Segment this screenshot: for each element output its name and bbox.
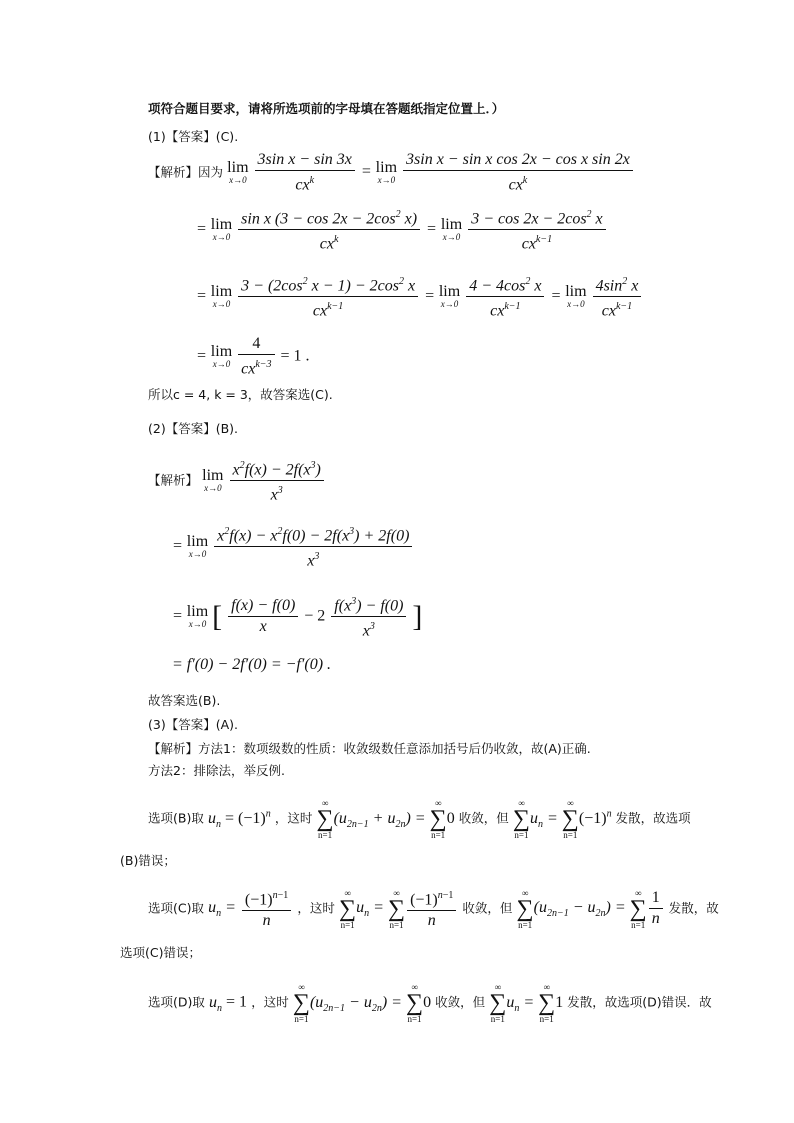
q2-analysis-tag: 【解析】	[148, 472, 199, 488]
optc-mid: ，这时	[297, 900, 335, 916]
q3-option-b: 选项(B)取 $u_n = (-1)^n$ ，这时 ∞ ∑ n=1 $(u_{2n-1} + u_{2n})$ = ∞ ∑ n=1 0 收敛，但 ∞ ∑ n=1 $u_n$ = ∞ ∑ n=1 $(-1)^n$ 发散，故选项	[148, 798, 691, 840]
q2-answer: (2)【答案】(B).	[148, 421, 239, 436]
instruction-line: 项符合题目要求，请将所选项前的字母填在答题纸指定位置上．）	[148, 101, 505, 116]
optc-tail: 发散，故	[668, 900, 719, 916]
q1-answer: (1)【答案】(C).	[148, 129, 239, 144]
q3-answer: (3)【答案】(A).	[148, 717, 238, 732]
q3-option-c-wrong: 选项(C)错误；	[120, 945, 201, 960]
optb-prefix: 选项(B)取	[148, 810, 204, 826]
q1-step3: = lim x→0 $\frac{3 - (2\cos^2 x - 1) - 2\cos^2 x}{cx^{k-1}}$ = lim x→0 $\frac{4 - 4\cos^2 x}{cx^{k-1}}$ = lim x→0 $\frac{4\sin^2 x}{cx^{k-1}}$	[196, 272, 643, 322]
optb-mid: ，这时	[274, 810, 313, 826]
optc-prefix: 选项(C)取	[148, 900, 204, 916]
q2-step4: = f′(0) − 2f′(0) = −f′(0) .	[172, 656, 332, 673]
q2-step2: = lim x→0 $\frac{x^2f(x) - x^2f(0) - 2f(x^3) + 2f(0)}{x^3}$	[172, 522, 414, 572]
q1-step1: 【解析】因为 lim x→0 $\frac{\text{3sin x − sin 3x}}{cx^k}$ = lim x→0 $\frac{\text{3sin x − sin x cos 2x − cos x sin 2x}}{cx^k}$	[148, 150, 635, 195]
q2-conclusion: 故答案选(B).	[148, 693, 221, 708]
q1-step4: = lim x→0 $\frac{4}{cx^{k-3}}$ = 1 .	[196, 335, 310, 378]
q1-analysis-tag: 【解析】	[148, 164, 199, 180]
optd-mid: ，这时	[251, 994, 289, 1010]
q1-conclusion: 所以c = 4, k = 3，故答案选(C).	[148, 387, 333, 402]
q3-method1: 【解析】方法1：数项级数的性质：收敛级数任意添加括号后仍收敛，故(A)正确.	[148, 741, 591, 756]
q1-because: 因为	[198, 164, 224, 180]
q3-option-d: 选项(D)取 $u_n = 1$ ，这时 ∞ ∑ n=1 $(u_{2n-1} - u_{2n})$ = ∞ ∑ n=1 0 收敛，但 ∞ ∑ n=1 $u_n$ = ∞ ∑ n=1 1 发散，故选项(D)错误．故	[148, 982, 712, 1024]
optd-tail: 发散，故选项(D)错误．故	[567, 994, 712, 1010]
q3-method2: 方法2：排除法，举反例.	[148, 763, 285, 778]
q2-step1: 【解析】 lim x→0 $\frac{x^2f(x) - 2f(x^3)}{x^3}$	[148, 456, 326, 506]
q3-option-b-wrong: (B)错误；	[120, 853, 176, 868]
optd-conv: 收敛，但	[435, 994, 486, 1010]
optb-tail: 发散，故选项	[615, 810, 691, 826]
q2-step3: = lim x→0 [ $\frac{f(x) - f(0)}{x}$ − 2 $\frac{f(x^3) - f(0)}{x^3}$ ]	[172, 592, 422, 642]
q3-option-c: 选项(C)取 $u_n$ = $\frac{(-1)^{n-1}}{n}$ ，这时 ∞ ∑ n=1 $u_n$ = ∞ ∑ n=1 $\frac{(-1)^{n-1}}{n}$ 收敛，但 ∞ ∑ n=1 $(u_{2n-1} - u_{2n})$ = ∞ ∑ n=1 $\frac{1}{n}$ 发散，故	[148, 887, 719, 930]
optb-conv: 收敛，但	[458, 810, 509, 826]
optc-conv: 收敛，但	[462, 900, 513, 916]
optd-prefix: 选项(D)取	[148, 994, 205, 1010]
q1-step2: = lim x→0 $\frac{\sin x (3 - \cos 2x - 2\cos^2 x)}{cx^k}$ = lim x→0 $\frac{3 - \cos 2x - 2\cos^2 x}{cx^{k-1}}$	[196, 205, 608, 255]
